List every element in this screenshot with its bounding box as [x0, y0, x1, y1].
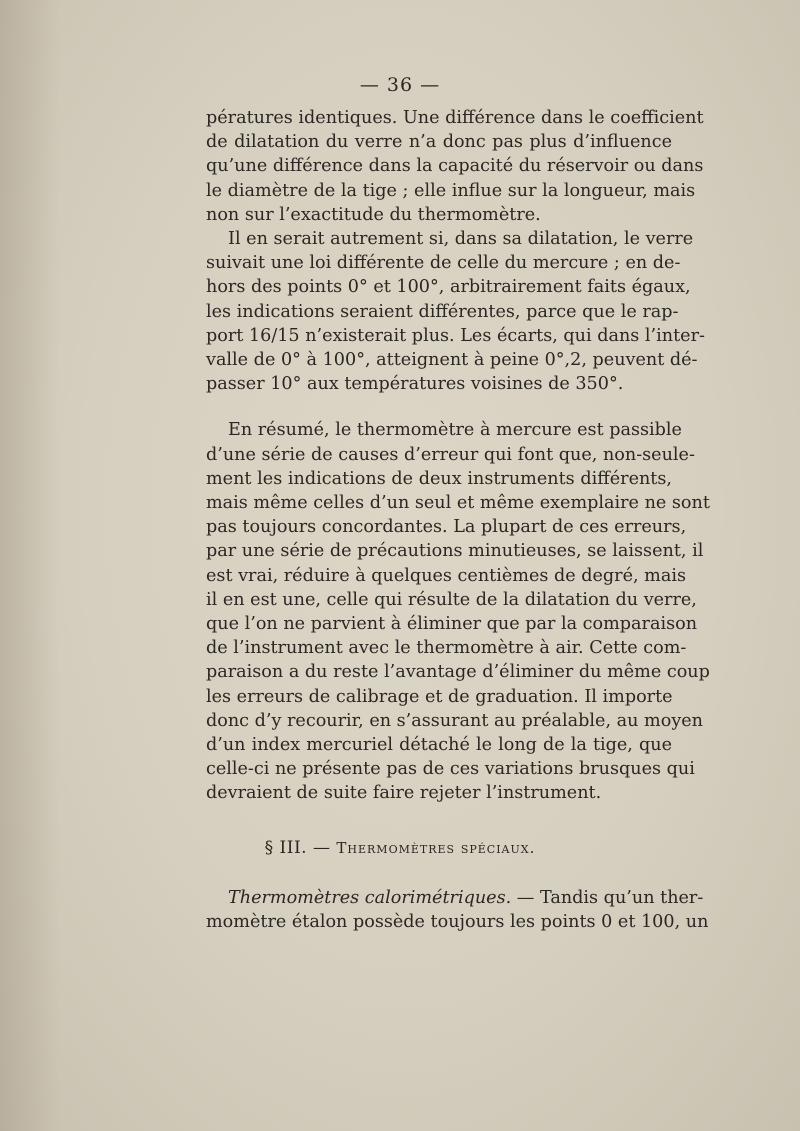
text-line: port 16/15 n’existerait plus. Les écarts, qui dans l’inter- [206, 325, 705, 346]
text-line: les erreurs de calibrage et de graduation. Il importe [206, 686, 673, 707]
paragraph-2 [206, 227, 705, 396]
text-line: En résumé, le thermomètre à mercure est passible [228, 420, 682, 441]
text-line: celle-ci ne présente pas de ces variations brusques qui [206, 759, 695, 780]
text-line: d’un index mercuriel détaché le long de la tige, que [206, 735, 672, 756]
text-line: d’une série de causes d’erreur qui font que, non-seule- [206, 444, 695, 465]
text-line: devraient de suite faire rejeter l’instrument. [206, 783, 602, 804]
text-line: par une série de précautions minutieuses, se laissent, il [206, 541, 704, 562]
text-line: le diamètre de la tige ; elle influe sur la longueur, mais [206, 180, 696, 201]
section-heading [0, 838, 800, 858]
text-line: paraison a du reste l’avantage d’éliminer du même coup [206, 662, 710, 683]
text-line: momètre étalon possède toujours les points 0 et 100, un [206, 912, 709, 933]
text-line: est vrai, réduire à quelques centièmes de degré, mais [206, 565, 687, 586]
text-line: qu’une différence dans la capacité du réservoir ou dans [206, 156, 704, 177]
text-line: pératures identiques. Une différence dans le coefficient [206, 108, 704, 128]
text-line: ment les indications de deux instruments différents, [206, 468, 672, 489]
calorimetric-paragraph [206, 886, 709, 934]
text-line: hors des points 0° et 100°, arbitrairement faits égaux, [206, 277, 691, 298]
text-line: de dilatation du verre n’a donc pas plus d’influence [206, 132, 672, 153]
page-number: — 36 — [359, 74, 441, 96]
text-line: valle de 0° à 100°, atteignent à peine 0°,2, peuvent dé- [206, 350, 698, 371]
body-text [206, 106, 710, 806]
text-line: passer 10° aux températures voisines de 350°. [206, 374, 624, 395]
paragraph-1 [206, 106, 704, 227]
text-line: pas toujours concordantes. La plupart de ces erreurs, [206, 517, 687, 538]
text-line: Il en serait autrement si, dans sa dilatation, le verre [228, 229, 694, 250]
page-edge-shadow [0, 0, 60, 1131]
section-prefix: § III. — [264, 838, 337, 858]
text-line [206, 886, 704, 910]
text-line: mais même celles d’un seul et même exemplaire ne sont [206, 493, 710, 514]
text-line: suivait une loi différente de celle du mercure ; en de- [206, 253, 681, 274]
text-line: que l’on ne parvient à éliminer que par la comparaison [206, 614, 698, 635]
text-line: les indications seraient différentes, parce que le rap- [206, 301, 679, 322]
text-line: non sur l’exactitude du thermomètre. [206, 204, 541, 225]
text-line: donc d’y recourir, en s’assurant au préalable, au moyen [206, 710, 704, 731]
text-line: de l’instrument avec le thermomètre à air. Cette com- [206, 638, 687, 659]
paragraph-3 [206, 418, 710, 805]
calorimetric-term: Thermomètres calorimétriques. [228, 888, 512, 908]
calorimetric-line1-rest: — Tandis qu’un ther- [511, 888, 704, 908]
text-line: il en est une, celle qui résulte de la dilatation du verre, [206, 589, 697, 610]
section-title: Thermomètres spéciaux. [336, 839, 536, 857]
